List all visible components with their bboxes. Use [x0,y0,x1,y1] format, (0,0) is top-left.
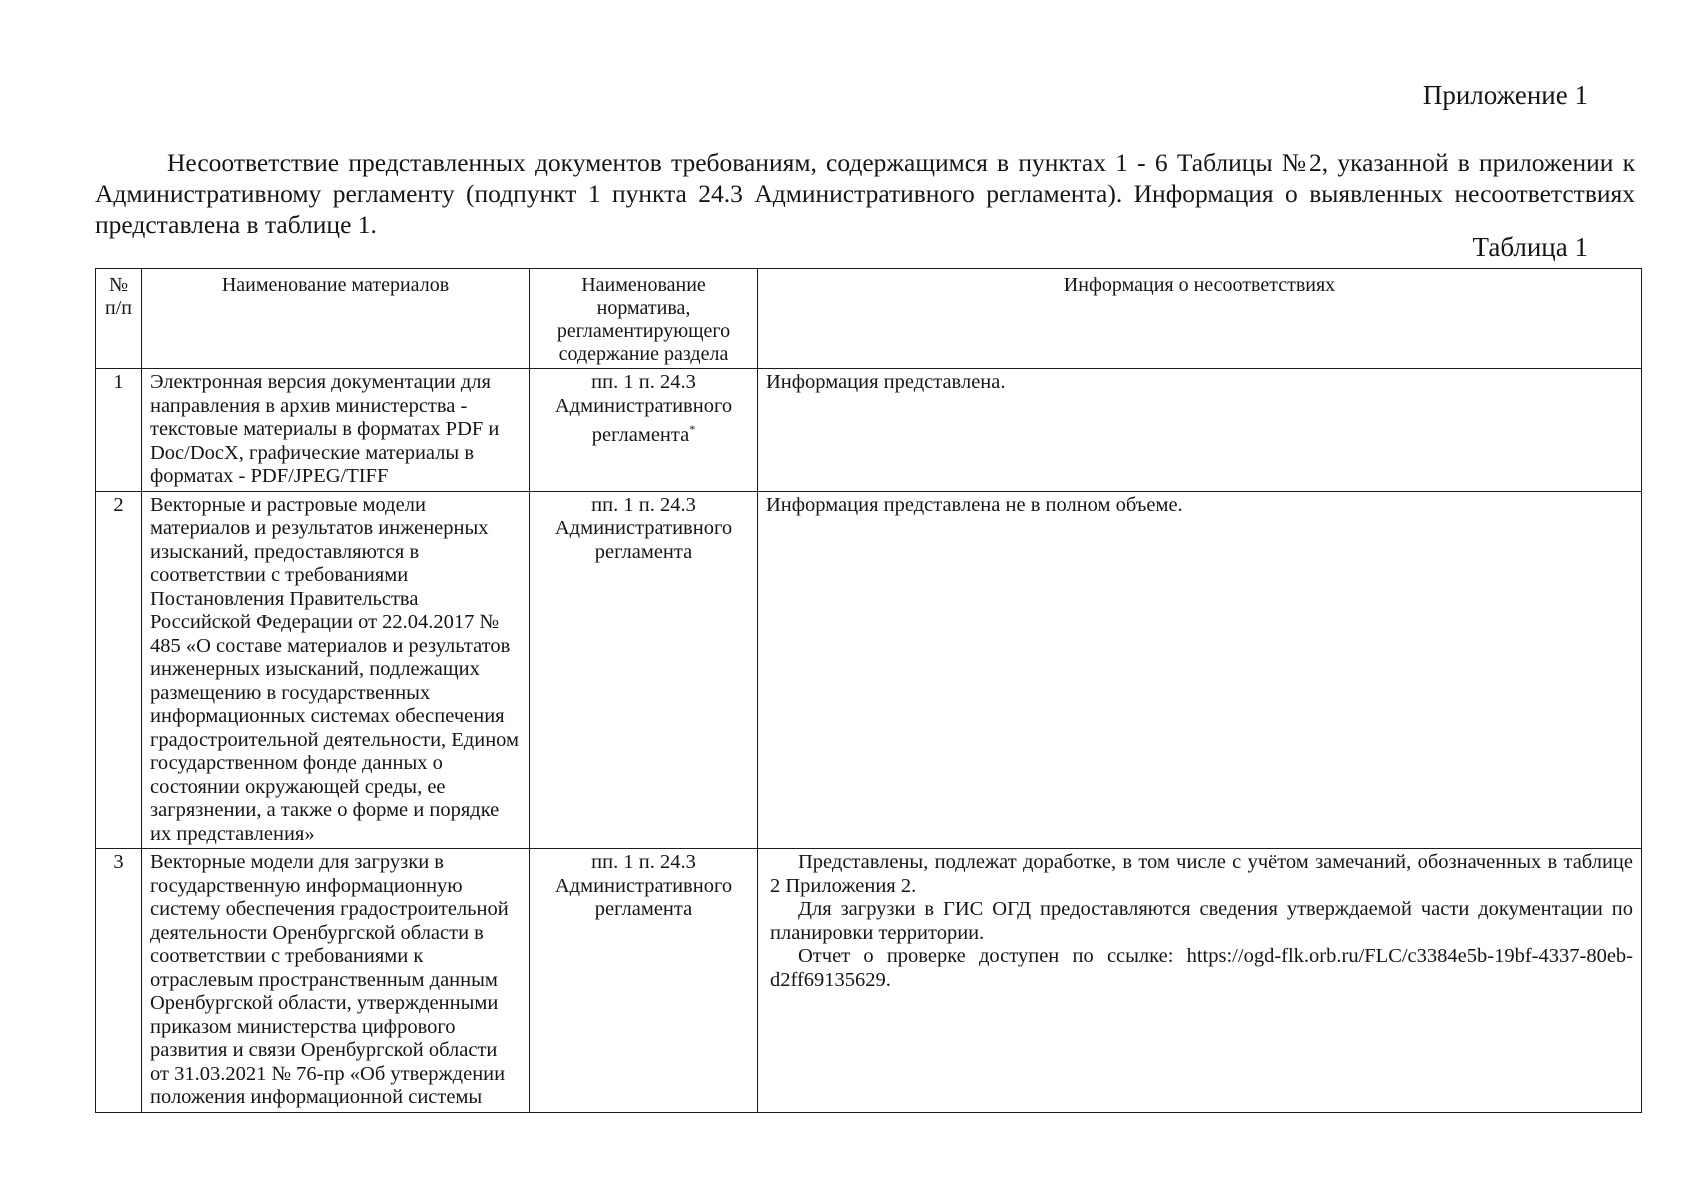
row-info-cell [758,849,1642,1113]
intro-paragraph: Несоответствие представленных документов требованиям, содержащимся в пунктах 1 - 6 Таблицы №2, указанной в приложении к Административному регламенту (подпункт 1 пункта 24.3 Административного регламента). Информация о выявленных несоответствиях представлена в таблице 1. [95,148,1635,239]
table-row [96,849,1642,1113]
row-info: Информация представлена. [766,371,1006,393]
row-materials: Электронная версия документации для направления в архив министерства - текстовые материалы в форматах PDF и Doc/DocX, графические материалы в форматах - PDF/JPEG/TIFF [142,369,530,492]
row-materials: Векторные модели для загрузки в государственную информационную систему обеспечения градостроительной деятельности Оренбургской области в соответствии с требованиями к отраслевым пространственным данным Оренбургской области, утвержденными приказом министерства цифрового развития и связи Оренбургской области от 31.03.2021 № 76-пр «Об утверждении положения информационной системы [142,849,530,1113]
row-info: Информация представлена не в полном объеме. [766,493,1183,516]
row-info-paragraph: Представлены, подлежат доработке, в том числе с учётом замечаний, обозначенных в таблице 2 Приложения 2. [770,851,1633,897]
header-info: Информация о несоответствиях [758,269,1642,369]
row-normative: пп. 1 п. 24.3 Административного регламента [530,849,758,1113]
header-materials: Наименование материалов [142,269,530,369]
row-info-paragraph: Для загрузки в ГИС ОГД предоставляются сведения утверждаемой части документации по планировки территории. [770,898,1633,944]
table-caption: Таблица 1 [1472,232,1588,262]
footnote-mark: * [689,422,696,436]
table-header-row [96,269,1642,369]
row-materials: Векторные и растровые модели материалов и результатов инженерных изысканий, предоставляются в соответствии с требованиями Постановления Правительства Российской Федерации от 22.04.2017 № 485 «О составе материалов и результатов инженерных изысканий, подлежащих размещению в государственных информационных системах обеспечения градостроительной деятельности, Едином государственном фонде данных о состоянии окружающей среды, ее загрязнении, а также о форме и порядке их представления» [142,491,530,849]
table-row [96,491,1642,849]
discrepancy-table [95,268,1642,1113]
header-normative: Наименование норматива, регламентирующего содержание раздела [530,269,758,369]
row-num: 1 [96,369,142,492]
row-info-link: Отчет о проверке доступен по ссылке: https://ogd-flk.orb.ru/FLC/c3384e5b-19bf-4337-80eb-d2ff69135629. [770,945,1633,991]
table-row [96,369,1642,492]
row-num: 3 [96,849,142,1113]
row-normative: пп. 1 п. 24.3 Административного регламента [554,371,733,446]
row-normative: пп. 1 п. 24.3 Административного регламента [530,491,758,849]
row-info-cell [758,491,1642,849]
row-num: 2 [96,491,142,849]
header-num: № п/п [96,269,142,369]
row-info-cell [758,369,1642,492]
row-normative-cell [530,369,758,492]
appendix-label: Приложение 1 [1422,80,1588,110]
